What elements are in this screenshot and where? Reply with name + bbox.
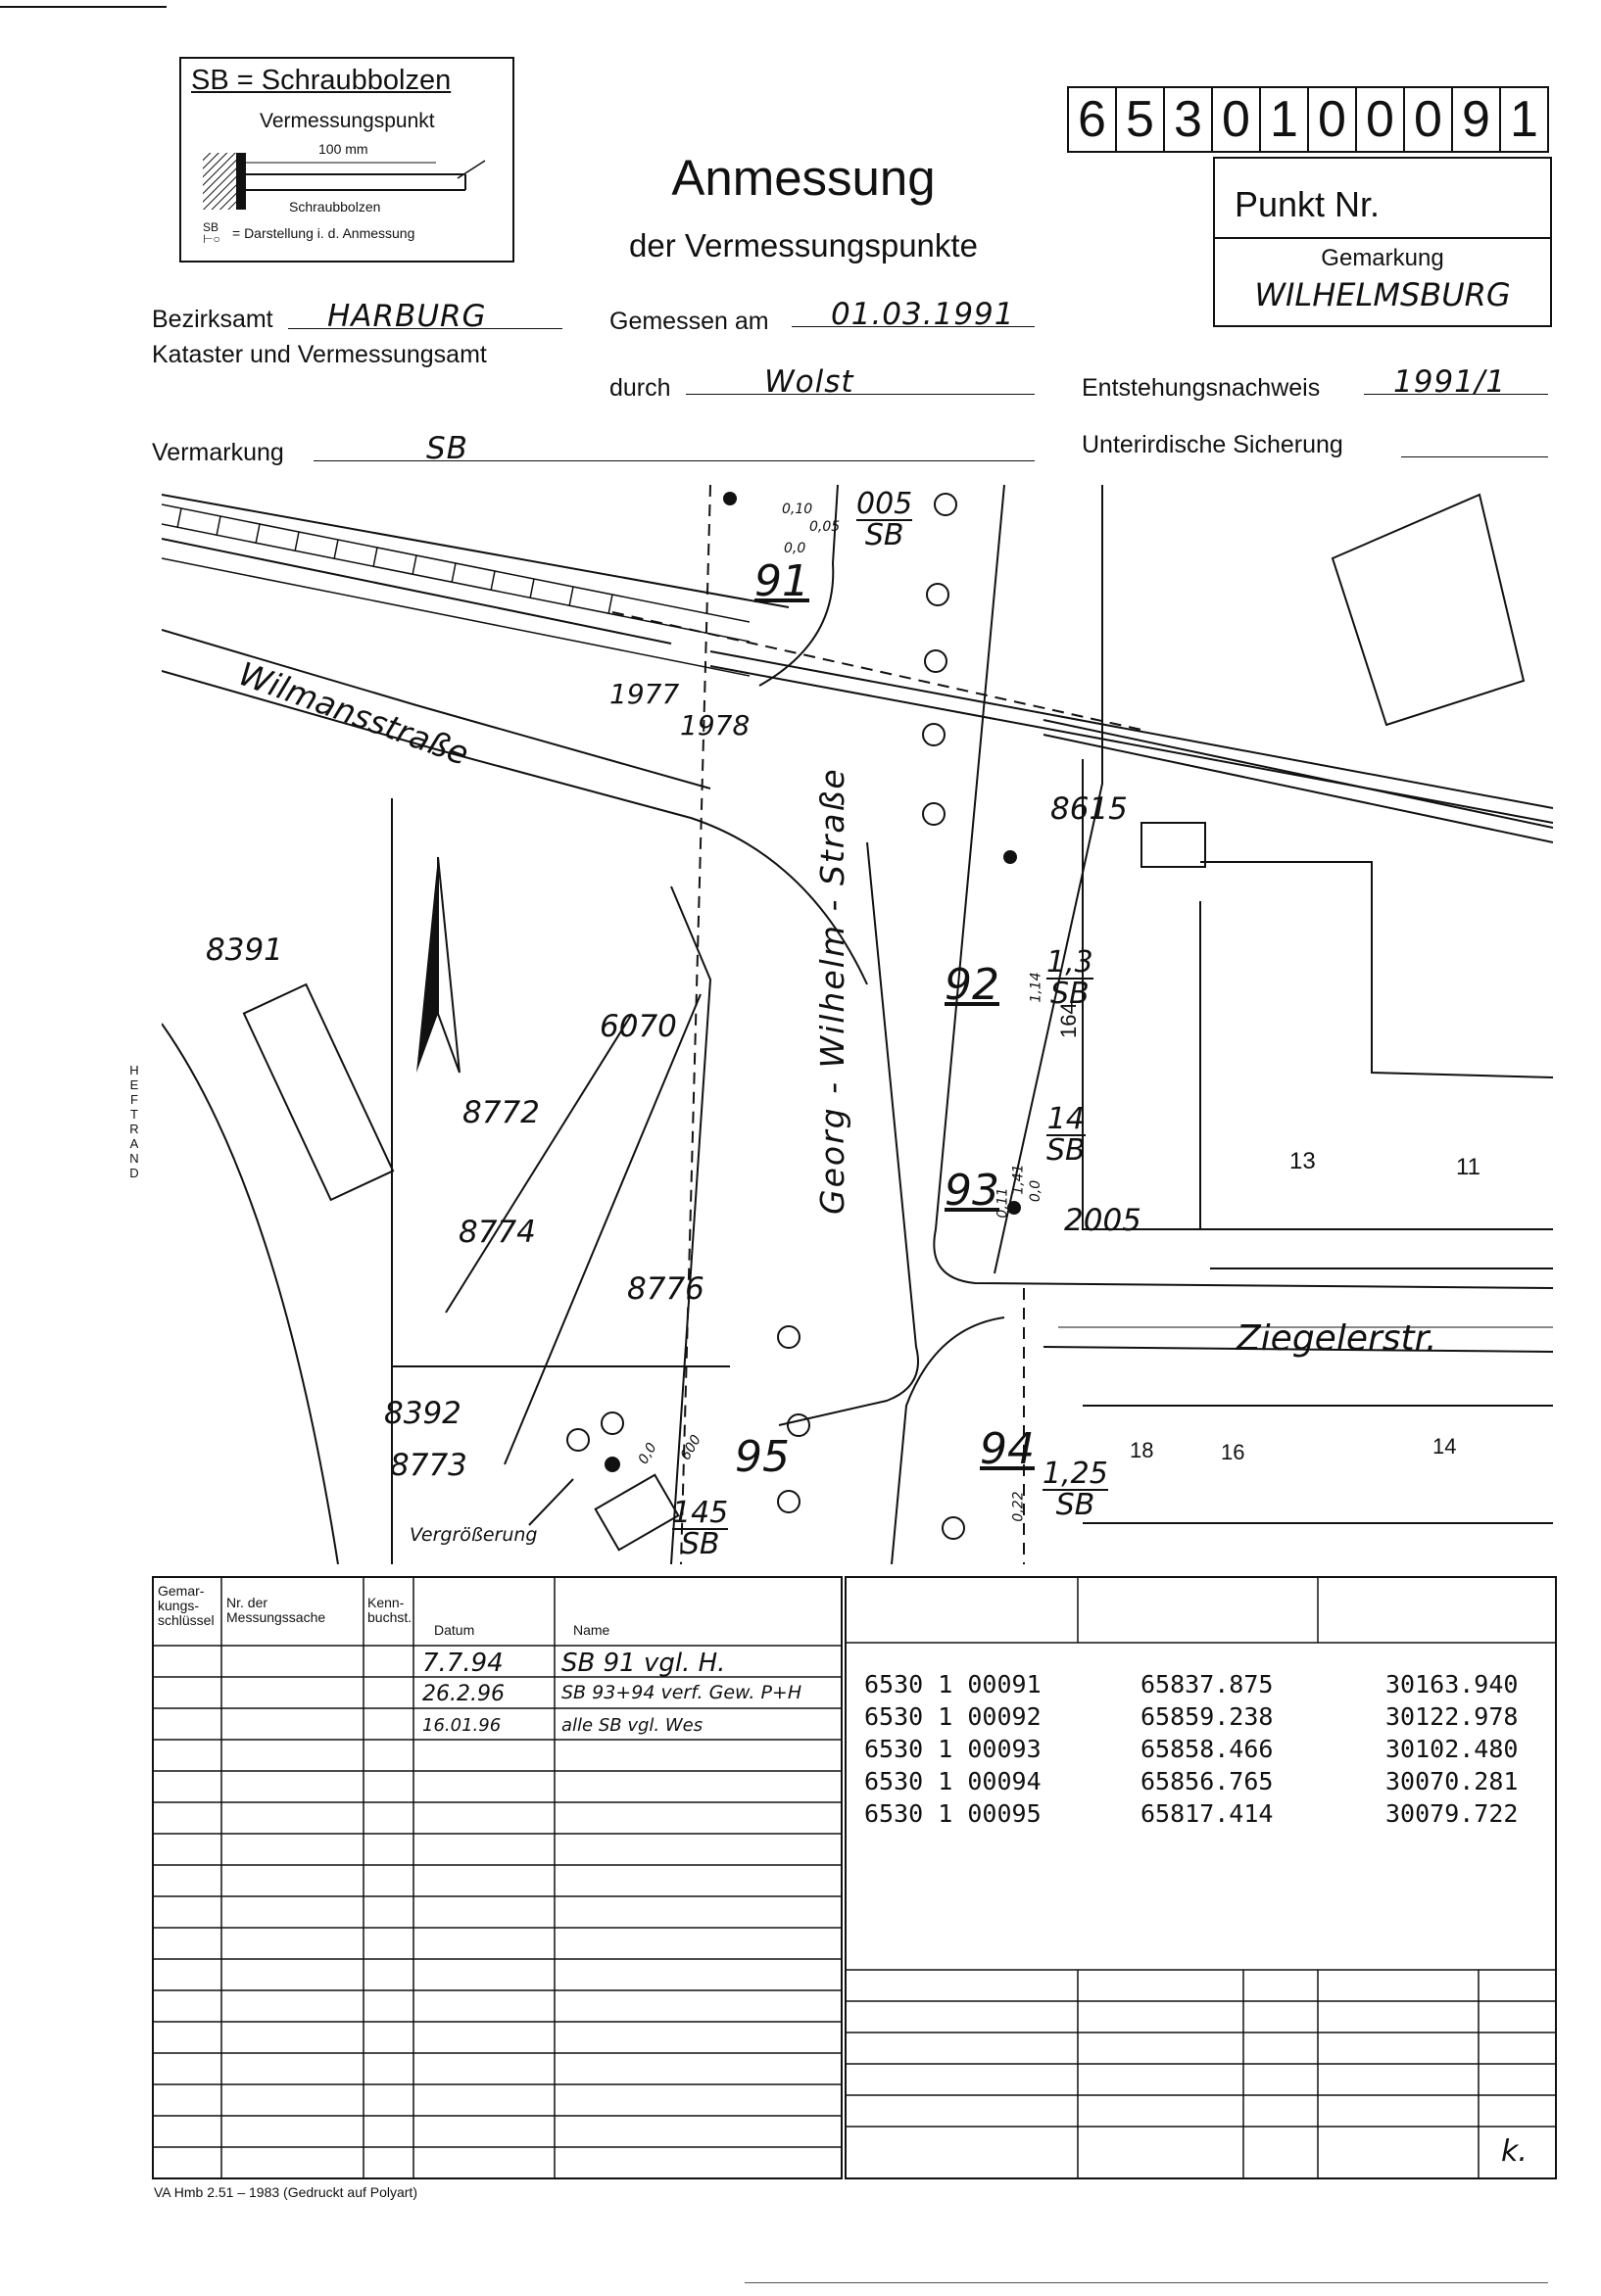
measure-label: 1,41	[1010, 1164, 1027, 1195]
bottom-edge-line	[745, 2282, 1548, 2283]
point-label-93: 93	[945, 1166, 999, 1216]
digit-box: 0	[1309, 88, 1357, 151]
row-datum: 16.01.96	[422, 1715, 502, 1736]
digit-box: 0	[1357, 88, 1405, 151]
coord-y: 30163.940	[1385, 1670, 1519, 1698]
measure-label: 0,0	[635, 1440, 660, 1467]
parcel-label: 2005	[1064, 1203, 1141, 1238]
legend-box	[179, 57, 514, 263]
point-label-92: 92	[945, 960, 999, 1010]
legend-bolt-label: Schraubbolzen	[289, 199, 381, 215]
measure-label: 0,05	[809, 519, 841, 535]
header-gemarkung: Gemar-kungs-schlüssel	[158, 1583, 215, 1628]
footer-note: VA Hmb 2.51 – 1983 (Gedruckt auf Polyart)	[154, 2184, 417, 2200]
parcel-label: 8615	[1050, 791, 1128, 827]
point-label-94: 94	[980, 1424, 1035, 1474]
top-edge-line	[0, 6, 167, 8]
point-mark-95: 145 SB	[672, 1496, 729, 1561]
page-title: Anmessung	[671, 150, 936, 206]
bezirksamt-label: Bezirksamt	[152, 306, 273, 333]
digit-box: 5	[1117, 88, 1165, 151]
measure-label: 1,14	[1028, 972, 1044, 1003]
parcel-label: 1978	[680, 709, 751, 741]
coord-id: 6530 1 00094	[864, 1767, 1042, 1795]
survey-map	[162, 485, 1553, 1564]
measure-label: 0,22	[1010, 1491, 1027, 1522]
coord-x: 65856.765	[1140, 1767, 1274, 1795]
measure-label: 0,0	[1028, 1179, 1044, 1203]
measure-label: 0,0	[784, 541, 806, 556]
coord-id: 6530 1 00093	[864, 1735, 1042, 1763]
enlargement-label: Vergrößerung	[410, 1524, 538, 1546]
coord-id: 6530 1 00095	[864, 1799, 1042, 1828]
header-datum: Datum	[434, 1622, 475, 1638]
coord-id: 6530 1 00091	[864, 1670, 1042, 1698]
point-mark-91: 005 SB	[856, 487, 913, 552]
coord-x: 65858.466	[1140, 1735, 1274, 1763]
coord-y: 30122.978	[1385, 1702, 1519, 1731]
point-label-91: 91	[754, 556, 809, 606]
street-wilmansstrasse: Wilmansstraße	[233, 654, 474, 773]
house-number: 14	[1432, 1434, 1457, 1459]
parcel-label: 1977	[609, 678, 680, 710]
page-subtitle: der Vermessungspunkte	[629, 227, 978, 263]
digit-box: 0	[1213, 88, 1261, 151]
parcel-label: 8772	[462, 1095, 540, 1130]
parcel-label: 8392	[384, 1396, 461, 1431]
house-number: 18	[1130, 1438, 1154, 1462]
house-number: 13	[1289, 1148, 1316, 1174]
sicherung-field	[1401, 427, 1548, 457]
row-name: SB 93+94 verf. Gew. P+H	[561, 1682, 802, 1703]
coord-x: 65837.875	[1140, 1670, 1274, 1698]
legend-display-note: = Darstellung i. d. Anmessung	[232, 225, 415, 241]
history-table	[152, 1576, 843, 2179]
sb-symbol-icon: SB ⊢○	[203, 220, 220, 246]
house-number: 11	[1456, 1154, 1480, 1180]
header-kennbuchst: Kenn-buchst.	[367, 1595, 412, 1625]
row-name: SB 91 vgl. H.	[561, 1649, 726, 1678]
house-number: 16	[1221, 1440, 1245, 1464]
digit-box: 3	[1165, 88, 1213, 151]
point-label-95: 95	[735, 1432, 790, 1482]
parcel-label: 8774	[459, 1215, 536, 1250]
gemessen-value: 01.03.1991	[831, 297, 1015, 332]
row-datum: 26.2.96	[422, 1682, 505, 1706]
digit-box: 0	[1405, 88, 1453, 151]
vermarkung-label: Vermarkung	[152, 439, 284, 466]
gemarkung-value: WILHELMSBURG	[1254, 276, 1511, 313]
entstehung-field	[1364, 364, 1548, 400]
durch-field	[686, 364, 1035, 400]
heftrand-label: HEFTRAND	[129, 1063, 139, 1180]
parcel-label: 8391	[206, 933, 283, 968]
house-number: 164	[1056, 1002, 1081, 1038]
durch-value: Wolst	[764, 364, 854, 400]
point-number-boxes	[1067, 86, 1549, 153]
street-ziegelerstr: Ziegelerstr.	[1237, 1318, 1437, 1359]
divider	[1215, 237, 1550, 239]
bezirksamt-value: HARBURG	[327, 299, 487, 334]
coord-id: 6530 1 00092	[864, 1702, 1042, 1731]
legend-dimension: 100 mm	[318, 141, 368, 157]
measure-label: 0,11	[995, 1187, 1011, 1219]
digit-box: 1	[1510, 91, 1538, 148]
coordinates-table	[845, 1576, 1557, 2179]
header-name: Name	[573, 1622, 610, 1638]
kataster-label: Kataster und Vermessungsamt	[152, 341, 487, 368]
street-georg-wilhelm: Georg - Wilhelm - Straße	[813, 767, 851, 1215]
vermarkung-field	[314, 431, 1035, 466]
durch-label: durch	[609, 374, 671, 402]
header-messungssache: Nr. der Messungssache	[226, 1595, 326, 1625]
digit-box: 9	[1453, 88, 1501, 151]
coordinates-table-grid	[847, 1578, 1555, 2177]
gemarkung-label: Gemarkung	[1321, 245, 1444, 271]
legend-subtitle: Vermessungspunkt	[260, 110, 435, 132]
point-mark-93: 14 SB	[1046, 1102, 1086, 1168]
point-mark-92: 1,3 SB	[1046, 945, 1093, 1011]
coord-y: 30102.480	[1385, 1735, 1519, 1763]
point-mark-94: 1,25 SB	[1043, 1457, 1108, 1522]
measure-label: 600	[677, 1432, 704, 1463]
entstehung-value: 1991/1	[1393, 364, 1507, 400]
parcel-label: 8776	[627, 1271, 704, 1307]
entstehung-label: Entstehungsnachweis	[1082, 374, 1321, 402]
row-datum: 7.7.94	[422, 1649, 504, 1678]
coord-x: 65859.238	[1140, 1702, 1274, 1731]
parcel-label: 6070	[600, 1009, 677, 1044]
bezirksamt-field	[288, 299, 562, 334]
coord-y: 30079.722	[1385, 1799, 1519, 1828]
punkt-box	[1213, 157, 1552, 327]
coord-x: 65817.414	[1140, 1799, 1274, 1828]
row-name: alle SB vgl. Wes	[561, 1715, 703, 1736]
parcel-label: 8773	[390, 1448, 467, 1483]
vermarkung-value: SB	[426, 431, 468, 466]
punkt-label: Punkt Nr.	[1235, 184, 1381, 224]
legend-title: SB = Schraubbolzen	[191, 65, 452, 96]
digit-box: 1	[1261, 88, 1309, 151]
gemessen-field	[792, 297, 1035, 332]
measure-label: 0,10	[782, 502, 813, 517]
signature: k.	[1501, 2134, 1528, 2169]
digit-box: 6	[1069, 88, 1117, 151]
sicherung-label: Unterirdische Sicherung	[1082, 431, 1343, 458]
coord-y: 30070.281	[1385, 1767, 1519, 1795]
gemessen-label: Gemessen am	[609, 308, 769, 335]
